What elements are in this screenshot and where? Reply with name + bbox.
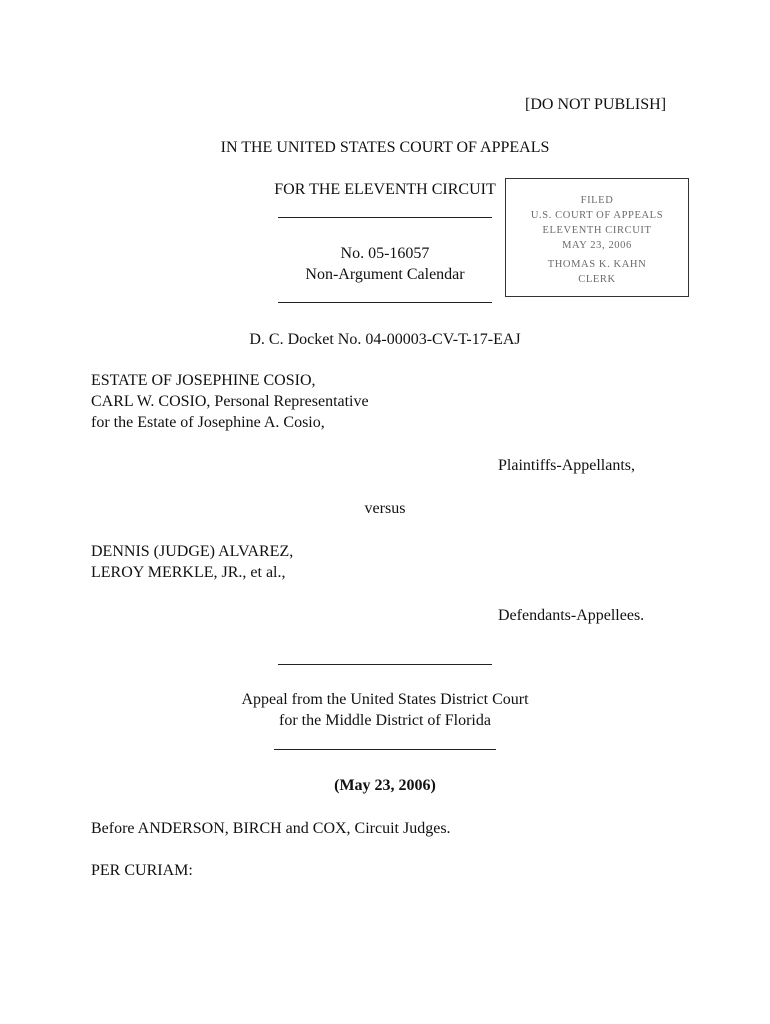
stamp-court: U.S. COURT OF APPEALS <box>530 210 664 221</box>
decision-date: (May 23, 2006) <box>334 777 436 794</box>
plaintiff-line: for the Estate of Josephine A. Cosio, <box>91 414 325 431</box>
parties-divider <box>278 664 492 665</box>
plaintiffs-role: Plaintiffs-Appellants, <box>498 457 636 474</box>
defendant-line: LEROY MERKLE, JR., et al., <box>91 564 286 581</box>
stamp-filed: FILED <box>580 195 614 206</box>
publish-notice: [DO NOT PUBLISH] <box>525 96 667 113</box>
stamp-circuit: ELEVENTH CIRCUIT <box>542 225 652 236</box>
stamp-clerk-name: THOMAS K. KAHN <box>547 259 647 270</box>
filed-stamp <box>505 178 689 297</box>
appeal-origin-line2: for the Middle District of Florida <box>279 712 491 729</box>
versus: versus <box>364 500 406 517</box>
plaintiff-line: ESTATE OF JOSEPHINE COSIO, <box>91 372 316 389</box>
stamp-clerk-title: CLERK <box>578 274 616 285</box>
defendants-role: Defendants-Appellees. <box>498 607 645 624</box>
appeal-origin-line1: Appeal from the United States District Court <box>241 691 529 708</box>
header-divider-top <box>278 217 492 218</box>
circuit-title: FOR THE ELEVENTH CIRCUIT <box>274 181 496 198</box>
plaintiff-line: CARL W. COSIO, Personal Representative <box>91 393 369 410</box>
calendar-type: Non-Argument Calendar <box>305 266 465 283</box>
per-curiam-heading: PER CURIAM: <box>91 862 193 879</box>
docket-number: D. C. Docket No. 04-00003-CV-T-17-EAJ <box>249 331 521 348</box>
court-title: IN THE UNITED STATES COURT OF APPEALS <box>220 139 550 156</box>
defendant-line: DENNIS (JUDGE) ALVAREZ, <box>91 543 294 560</box>
appeal-divider <box>274 749 496 750</box>
stamp-date: MAY 23, 2006 <box>562 240 632 251</box>
header-divider-bottom <box>278 302 492 303</box>
case-number: No. 05-16057 <box>340 245 430 262</box>
panel-judges: Before ANDERSON, BIRCH and COX, Circuit Judges. <box>91 820 451 837</box>
